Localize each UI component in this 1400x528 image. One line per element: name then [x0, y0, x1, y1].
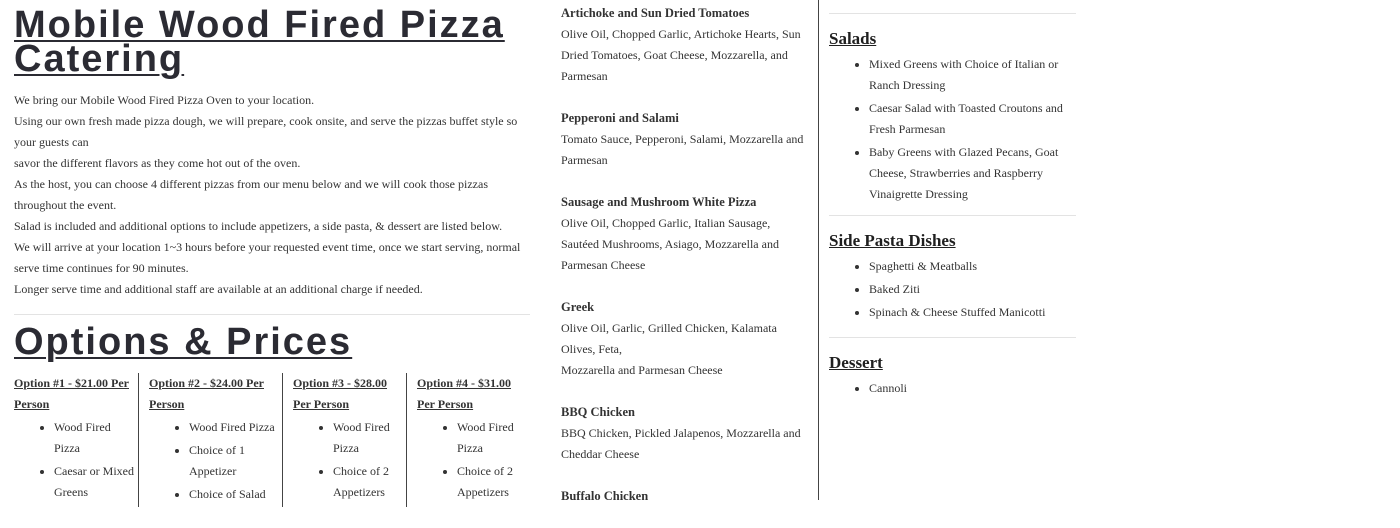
options-heading: Options & Prices [14, 321, 353, 363]
option-items [417, 417, 530, 503]
intro-line: We will arrive at your location 1~3 hours before your requested event time, once we start serving, normal serve time continues for 90 minutes. [14, 240, 521, 275]
pizza-name: Greek [561, 300, 595, 314]
pizza-name: Sausage and Mushroom White Pizza [561, 195, 757, 209]
list-item: • Caesar or Mixed Greens [54, 461, 138, 503]
side-pasta-list [829, 256, 1076, 323]
option-items [293, 417, 406, 503]
list-item: • Spaghetti & Meatballs [869, 256, 1076, 277]
pizza-name: Pepperoni and Salami [561, 111, 679, 125]
pizza-description: BBQ Chicken, Pickled Jalapenos, Mozzarella and Cheddar Cheese [561, 426, 801, 461]
pizza-item [561, 108, 811, 171]
right-column [829, 0, 1076, 401]
section-divider [829, 13, 1076, 14]
list-item: • Wood Fired Pizza [333, 417, 406, 459]
list-item: • Mixed Greens with Choice of Italian or Ranch Dressing [869, 54, 1076, 96]
intro-line: Salad is included and additional options to include appetizers, a side pasta, & dessert are listed below. [14, 219, 503, 233]
pizza-description: Tomato Sauce, Pepperoni, Salami, Mozzarella and Parmesan [561, 132, 804, 167]
pizza-name: BBQ Chicken [561, 405, 635, 419]
intro-line: As the host, you can choose 4 different pizzas from our menu below and we will cook those pizzas throughout the event. [14, 177, 488, 212]
section-divider [829, 337, 1076, 338]
pizza-description-cont: Mozzarella and Parmesan Cheese [561, 363, 723, 377]
option-2 [138, 373, 282, 507]
page-title-line-1: Mobile Wood Fired Pizza [14, 4, 505, 46]
list-item: • Choice of Salad [189, 484, 282, 505]
salads-heading: Salads [829, 29, 877, 48]
section-divider [829, 215, 1076, 216]
option-items [149, 417, 282, 505]
list-item: • Wood Fired Pizza [457, 417, 530, 459]
pizza-menu [561, 0, 811, 528]
intro-line: We bring our Mobile Wood Fired Pizza Oven to your location. [14, 93, 315, 107]
list-item: • Spinach & Cheese Stuffed Manicotti [869, 302, 1076, 323]
dessert-list [829, 378, 1076, 399]
column-divider [818, 0, 819, 500]
list-item: • Wood Fired Pizza [54, 417, 138, 459]
dessert-heading: Dessert [829, 353, 883, 372]
left-column [14, 0, 530, 507]
pizza-name: Artichoke and Sun Dried Tomatoes [561, 6, 750, 20]
options-table [14, 373, 530, 507]
option-1 [14, 373, 138, 507]
list-item: • Choice of 2 Appetizers [457, 461, 530, 503]
pizza-item [561, 486, 811, 507]
intro-line: Using our own fresh made pizza dough, we will prepare, cook onsite, and serve the pizzas buffet style so your guests can [14, 114, 518, 149]
list-item: • Choice of 1 Appetizer [189, 440, 282, 482]
pizza-description: Olive Oil, Chopped Garlic, Artichoke Hearts, Sun Dried Tomatoes, Goat Cheese, Mozzarella, and Parmesan [561, 27, 801, 83]
pizza-item [561, 3, 811, 87]
intro-line: savor the different flavors as they come hot out of the oven. [14, 156, 301, 170]
option-3 [282, 373, 406, 507]
pizza-item [561, 192, 811, 276]
option-4 [406, 373, 530, 507]
pizza-item [561, 297, 811, 381]
intro-text [14, 90, 530, 300]
pizza-name: Buffalo Chicken [561, 489, 649, 503]
list-item: • Wood Fired Pizza [189, 417, 282, 438]
option-title: Option #2 - $24.00 Per Person [149, 376, 264, 411]
salads-list [829, 54, 1076, 205]
list-item: • Choice of 2 Appetizers [333, 461, 406, 503]
page-title-line-2: Catering [14, 38, 185, 80]
side-pasta-heading: Side Pasta Dishes [829, 231, 956, 250]
section-divider [14, 314, 530, 315]
option-items [14, 417, 138, 503]
list-item: • Baby Greens with Glazed Pecans, Goat Cheese, Strawberries and Raspberry Vinaigrette Dressing [869, 142, 1076, 205]
pizza-description: Olive Oil, Garlic, Grilled Chicken, Kalamata Olives, Feta, [561, 321, 777, 356]
list-item: • Baked Ziti [869, 279, 1076, 300]
page-title [14, 4, 530, 80]
list-item: • Caesar Salad with Toasted Croutons and Fresh Parmesan [869, 98, 1076, 140]
intro-line: Longer serve time and additional staff are available at an additional charge if needed. [14, 282, 423, 296]
option-title: Option #1 - $21.00 Per Person [14, 376, 129, 411]
pizza-description: Olive Oil, Chopped Garlic, Italian Sausage, Sautéed Mushrooms, Asiago, Mozzarella and Parmesan Cheese [561, 216, 779, 272]
option-title: Option #3 - $28.00 Per Person [293, 376, 388, 411]
pizza-item [561, 402, 811, 465]
list-item: • Cannoli [869, 378, 1076, 399]
option-title: Option #4 - $31.00 Per Person [417, 376, 512, 411]
